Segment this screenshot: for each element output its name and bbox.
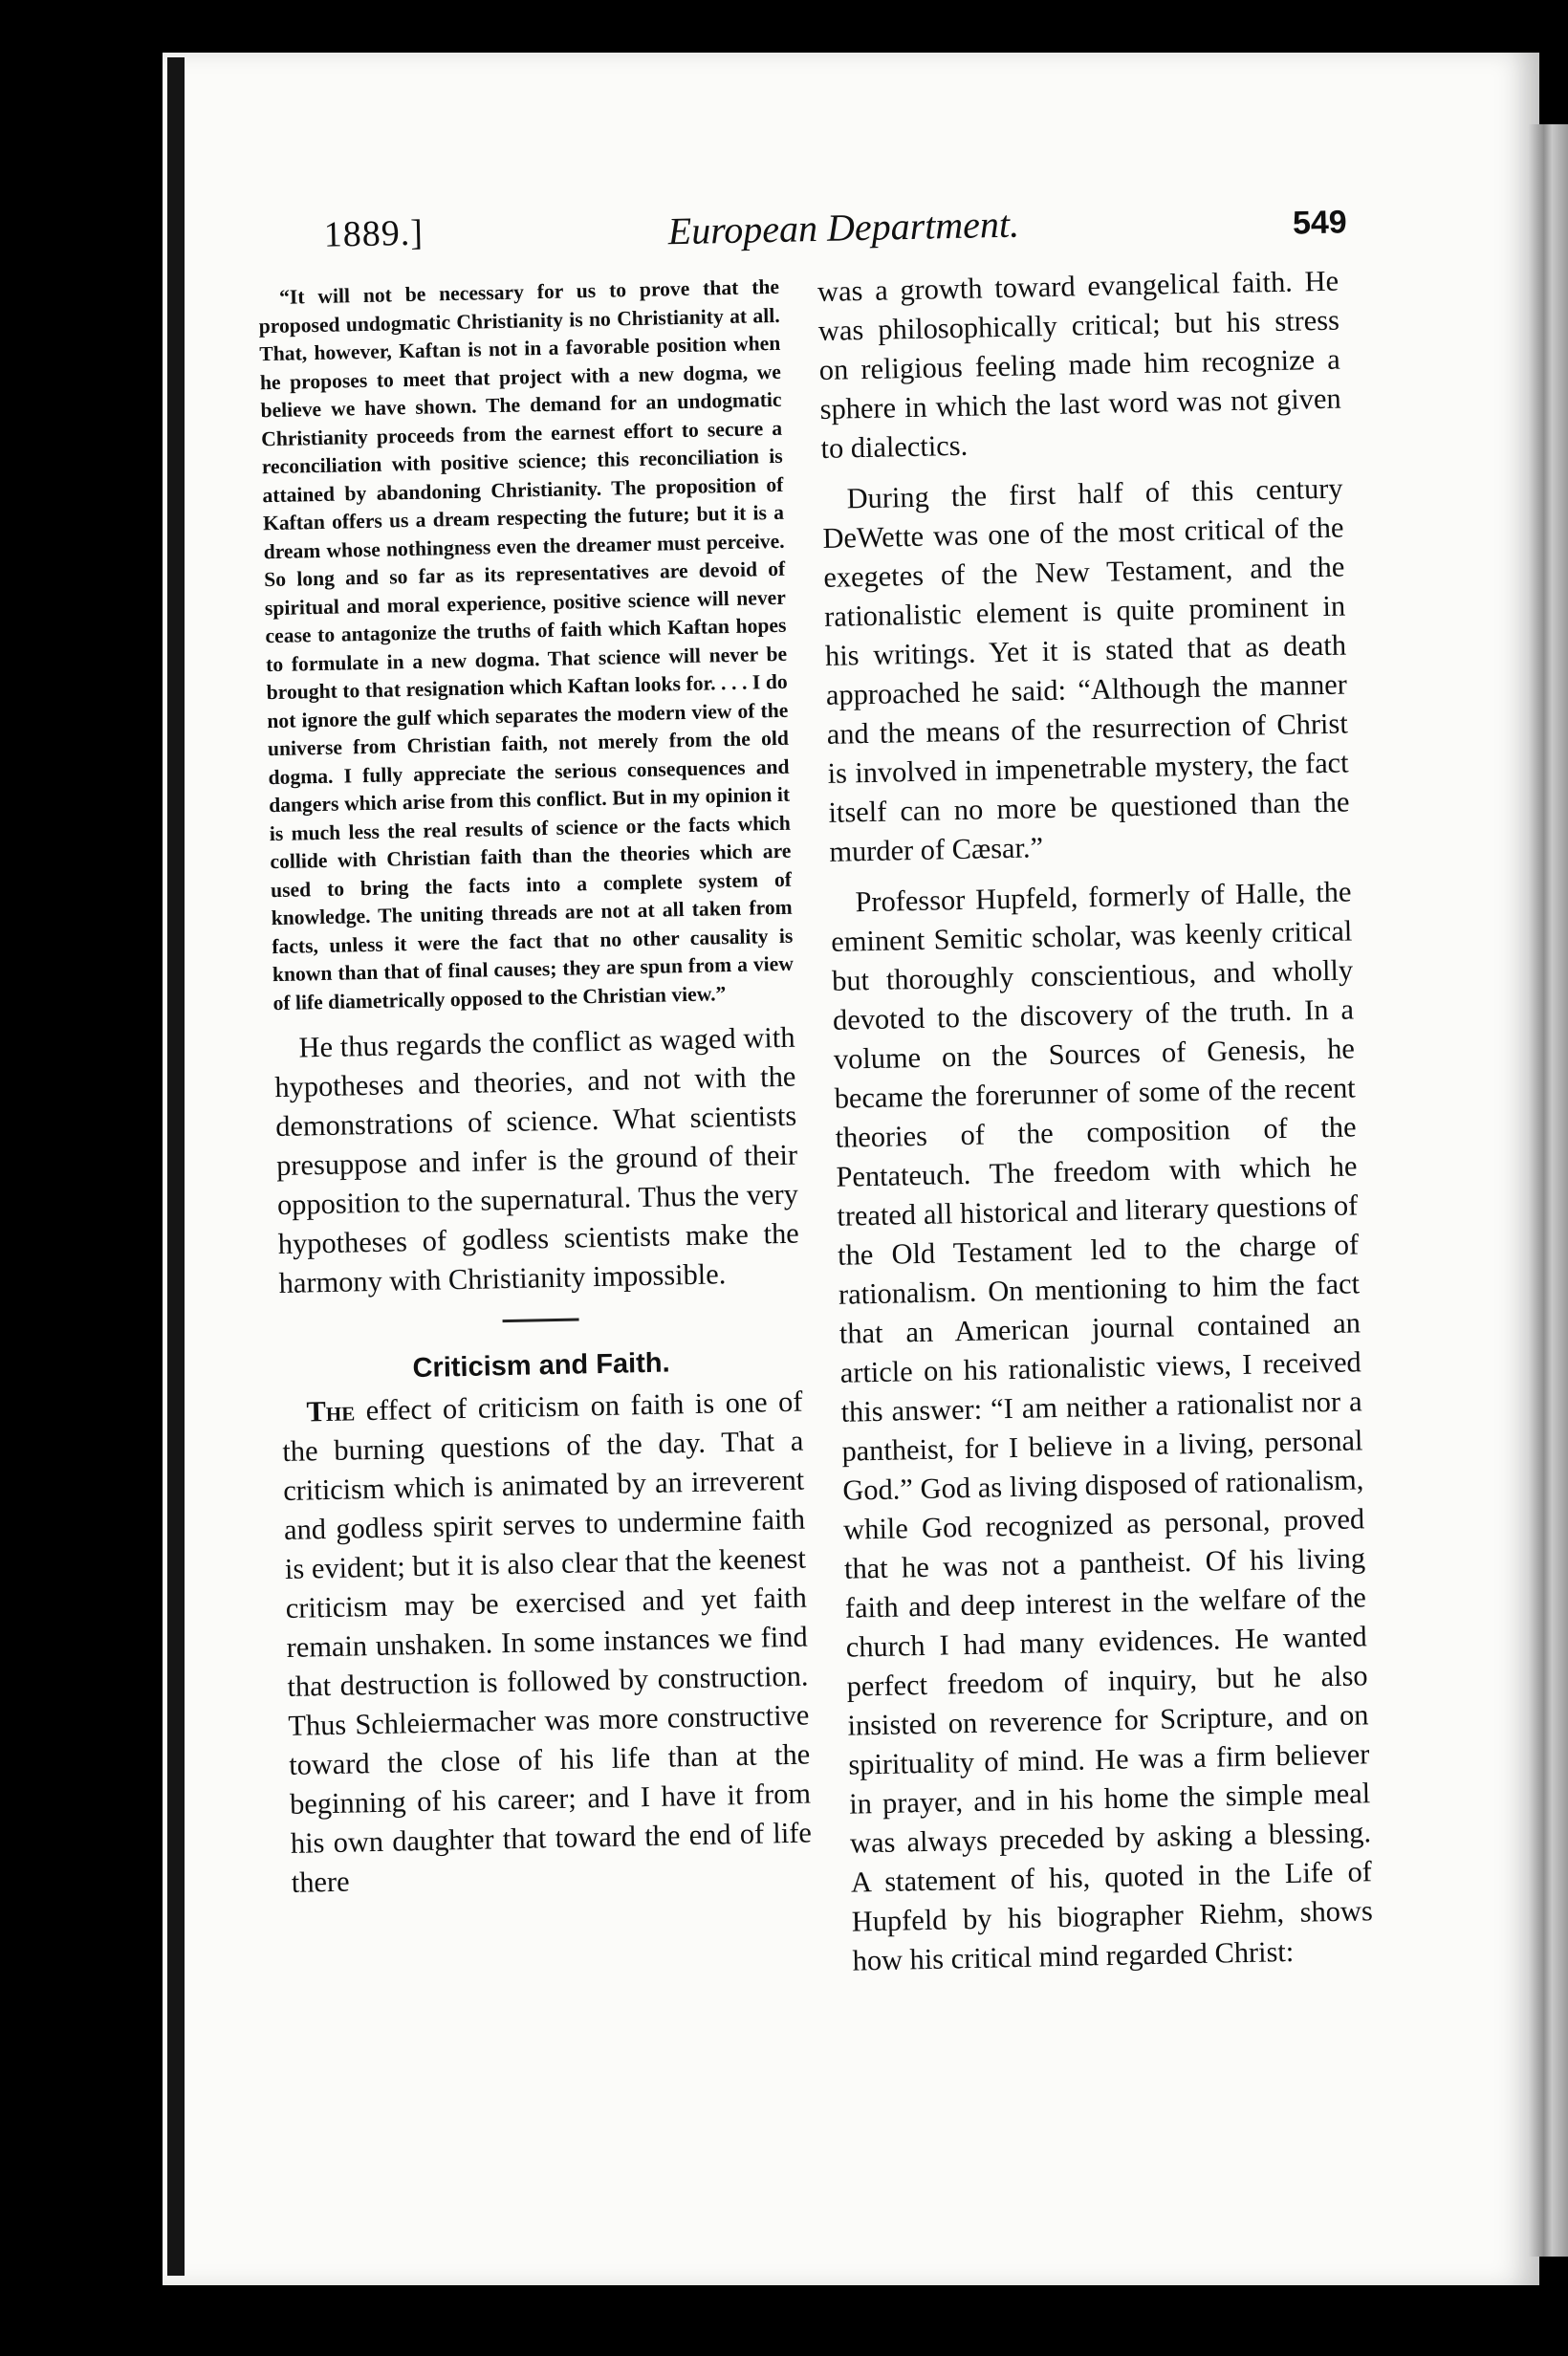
left-column bbox=[258, 273, 813, 1903]
right-column bbox=[817, 262, 1374, 1981]
paragraph: He thus regards the conflict as waged with hypotheses and theories, and not with the demonstrations of science. What scientists presuppose and infer is the ground of their opposition to the supernatural. Thus the very hypotheses of godless scientists make the harmony with Christianity impossible. bbox=[274, 1020, 800, 1300]
section-heading: Criticism and Faith. bbox=[412, 1347, 670, 1385]
block-quote: “It will not be necessary for us to prove that the proposed undogmatic Christianity is no Christianity at all. That, however, Kaftan is not in a favorable position when he proposes to meet that project with a new dogma, we believe we have shown. The demand for an undogmatic Christianity proceeds from the earnest effort to secure a reconciliation with positive science; this reconciliation is attained by abandoning Christianity. The proposition of Kaftan offers us a dream respecting the future; but it is a dream whose nothingness even the dreamer must perceive. So long and so far as its representatives are devoid of spiritual and moral experience, positive science will never cease to antagonize the truths of faith which Kaftan hopes to formulate in a new dogma. That science will never be brought to that resignation which Kaftan looks for. . . . I do not ignore the gulf which separates the modern view of the universe from Christian faith, not merely from the old dogma. I fully appreciate the serious consequences and dangers which arise from this conflict. But in my opinion it is much less the real results of science or the facts which collide with Christian faith than the theories which are used to bring the facts into a complete system of knowledge. The uniting threads are not at all taken from facts, unless it were the fact that no other causality is known than that of final causes; they are spun from a view of life diametrically opposed to the Christian view.” bbox=[258, 274, 795, 1014]
running-head-title: European Department. bbox=[667, 202, 1020, 253]
page-number: 549 bbox=[1292, 204, 1348, 242]
paragraph: was a growth toward evangelical faith. He was philosophically critical; but his stress on religious feeling made him recognize a sphere in which the last word was not given to dialectics. bbox=[817, 264, 1341, 465]
lead-word: The bbox=[306, 1394, 356, 1429]
binding-gutter bbox=[167, 57, 185, 2276]
section-divider bbox=[502, 1318, 578, 1322]
running-head-year: 1889.] bbox=[323, 212, 425, 255]
paragraph: Professor Hupfeld, formerly of Halle, the eminent Semitic scholar, was keenly critical but thoroughly conscientious, and wholly devoted to the discovery of the truth. In a volume on the Sources of Genesis, he became the forerunner of some of the recent theories of the composition of the Pentateuch. The freedom with which he treated all historical and literary questions of the Old Testament led to the charge of rationalism. On mentioning to him the fact that an American journal contained an article on his rationalistic views, I received this answer: “I am neither a rationalist nor a pantheist, for I believe in a living, personal God.” God as living disposed of rationalism, while God recognized as personal, proved that he was not a pantheist. Of his living faith and deep interest in the welfare of the church I had many evidences. He wanted perfect freedom of inquiry, but he also insisted on reverence for Scripture, and on spirituality of mind. He was a firm believer in prayer, and in his home the simple meal was always preceded by asking a blessing. A statement of his, quoted in the Life of Hupfeld by his biographer Riehm, shows how his critical mind regarded Christ: bbox=[830, 875, 1374, 1977]
page-edge bbox=[1528, 124, 1568, 2257]
page-content bbox=[256, 165, 1399, 2235]
paragraph bbox=[281, 1383, 813, 1903]
paragraph-text: effect of criticism on faith is one of the burning questions of the day. That a criticism which is animated by an irreverent and godless spirit serves to undermine faith is evident; but it is also clear that the keenest criticism may be exercised and yet faith remain unshaken. In some instances we find that destruction is followed by construction. Thus Schleiermacher was more constructive toward the close of his life than at the beginning of his career; and I have it from his own daughter that toward the end of life there bbox=[282, 1385, 813, 1899]
paragraph: During the first half of this century DeWette was one of the most critical of the exegetes of the New Testament, and the rationalistic element is quite prominent in his writings. Yet it is stated that as death approached he said: “Although the manner and the means of the resurrection of Christ is involved in impenetrable mystery, the fact itself can no more be questioned than the murder of Cæsar.” bbox=[822, 471, 1350, 868]
